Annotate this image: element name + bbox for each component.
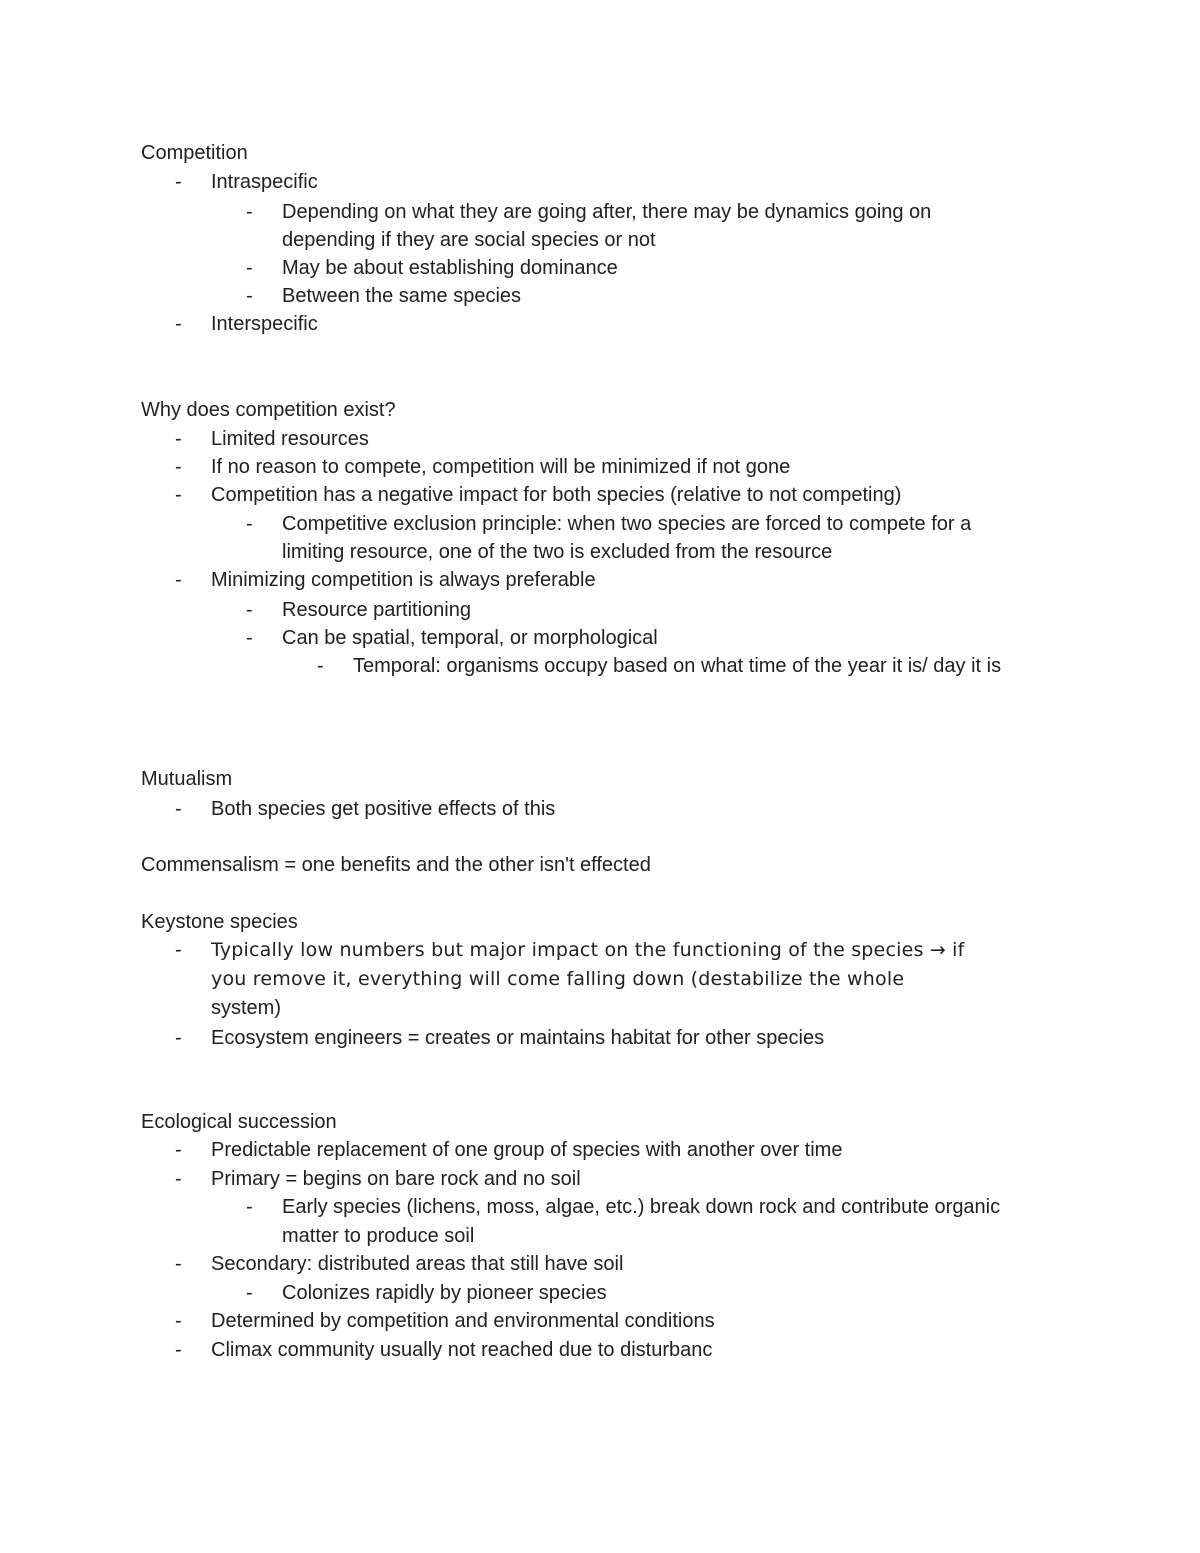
- bullet-dash: -: [175, 171, 182, 193]
- list-item: Can be spatial, temporal, or morphological: [282, 627, 658, 649]
- heading-mutualism: Mutualism: [141, 768, 233, 790]
- bullet-dash: -: [175, 313, 182, 335]
- list-item: Temporal: organisms occupy based on what time of the year it is/ day it is: [353, 655, 1002, 677]
- bullet-dash: -: [175, 798, 182, 820]
- list-item-continuation: matter to produce soil: [282, 1225, 475, 1247]
- list-item: May be about establishing dominance: [282, 257, 618, 279]
- list-item: Limited resources: [211, 428, 369, 450]
- list-item: Early species (lichens, moss, algae, etc.) break down rock and contribute organic: [282, 1196, 1001, 1218]
- bullet-dash: -: [246, 599, 253, 621]
- list-item-continuation: system): [211, 997, 281, 1019]
- bullet-dash: -: [175, 1339, 182, 1361]
- list-item: Both species get positive effects of this: [211, 798, 556, 820]
- heading-ecological-succession: Ecological succession: [141, 1111, 337, 1133]
- bullet-dash: -: [175, 569, 182, 591]
- bullet-dash: -: [317, 655, 324, 677]
- list-item: Predictable replacement of one group of species with another over time: [211, 1139, 843, 1161]
- bullet-dash: -: [175, 939, 182, 961]
- list-item: Typically low numbers but major impact on the functioning of the species → if: [211, 939, 965, 961]
- bullet-dash: -: [175, 456, 182, 478]
- bullet-dash: -: [175, 1310, 182, 1332]
- heading-why-competition: Why does competition exist?: [141, 399, 396, 421]
- bullet-dash: -: [246, 285, 253, 307]
- bullet-dash: -: [175, 1139, 182, 1161]
- list-item: Minimizing competition is always preferable: [211, 569, 596, 591]
- list-item: Secondary: distributed areas that still have soil: [211, 1253, 624, 1275]
- heading-keystone-species: Keystone species: [141, 911, 298, 933]
- list-item: Primary = begins on bare rock and no soil: [211, 1168, 581, 1190]
- bullet-dash: -: [175, 1168, 182, 1190]
- list-item-continuation: depending if they are social species or not: [282, 229, 656, 251]
- list-item: Competition has a negative impact for both species (relative to not competing): [211, 484, 902, 506]
- heading-competition: Competition: [141, 142, 248, 164]
- list-item: Resource partitioning: [282, 599, 471, 621]
- bullet-dash: -: [175, 428, 182, 450]
- list-item: Between the same species: [282, 285, 522, 307]
- bullet-dash: -: [175, 1027, 182, 1049]
- bullet-dash: -: [246, 513, 253, 535]
- bullet-dash: -: [246, 1196, 253, 1218]
- bullet-dash: -: [246, 1282, 253, 1304]
- bullet-dash: -: [175, 484, 182, 506]
- list-item: Determined by competition and environmental conditions: [211, 1310, 715, 1332]
- list-item-continuation: you remove it, everything will come falling down (destabilize the whole: [211, 968, 905, 990]
- bullet-dash: -: [175, 1253, 182, 1275]
- bullet-dash: -: [246, 627, 253, 649]
- list-item: Interspecific: [211, 313, 318, 335]
- list-item: Depending on what they are going after, there may be dynamics going on: [282, 201, 932, 223]
- list-item: Climax community usually not reached due to disturbanc: [211, 1339, 713, 1361]
- bullet-dash: -: [246, 257, 253, 279]
- list-item: Intraspecific: [211, 171, 318, 193]
- list-item: Competitive exclusion principle: when two species are forced to compete for a: [282, 513, 972, 535]
- list-item: Colonizes rapidly by pioneer species: [282, 1282, 607, 1304]
- commensalism-line: Commensalism = one benefits and the other isn't effected: [141, 854, 651, 876]
- list-item: Ecosystem engineers = creates or maintains habitat for other species: [211, 1027, 825, 1049]
- list-item-continuation: limiting resource, one of the two is excluded from the resource: [282, 541, 833, 563]
- bullet-dash: -: [246, 201, 253, 223]
- list-item: If no reason to compete, competition will be minimized if not gone: [211, 456, 791, 478]
